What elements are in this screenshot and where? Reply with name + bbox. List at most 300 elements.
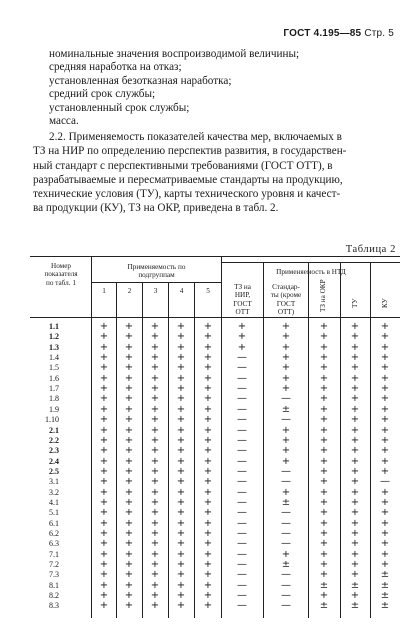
table-cell: + <box>176 372 186 384</box>
table-cell: ± <box>281 403 291 415</box>
table-cell: + <box>176 600 186 612</box>
table-cell: — <box>237 465 247 477</box>
row-label: 8.3 <box>49 601 59 611</box>
table-cell: + <box>176 590 186 602</box>
table-cell: ± <box>319 600 329 612</box>
table-caption: Таблица 2 <box>345 244 396 255</box>
table-cell: + <box>203 486 213 498</box>
table-cell: + <box>176 455 186 467</box>
table-cell: + <box>350 590 360 602</box>
row-label: 1.3 <box>49 342 59 352</box>
table-cell: + <box>380 445 390 457</box>
paragraph-line: ва продукции (КУ), ТЗ на ОКР, приведена в табл. 2. <box>33 202 279 215</box>
table-cell: + <box>203 528 213 539</box>
table-cell: + <box>319 486 329 498</box>
table-cell: — <box>237 424 247 436</box>
table-cell: + <box>99 393 109 405</box>
group-divider-rule <box>92 280 400 281</box>
table-cell: + <box>150 496 160 508</box>
table-cell: + <box>150 569 160 581</box>
ku-header: КУ <box>381 298 389 308</box>
table-cell: — <box>281 517 291 529</box>
table-cell: + <box>350 569 360 581</box>
table-cell: + <box>281 372 291 384</box>
table-cell: + <box>203 393 213 405</box>
table-cell: + <box>380 538 390 550</box>
paragraph-line: разрабатываемые и пересматриваемые стандарты на продукцию, <box>33 173 343 186</box>
table-header-bottom-rule <box>30 317 400 318</box>
table-cell: + <box>281 341 291 353</box>
table-cell: + <box>99 434 109 446</box>
col-divider <box>370 262 371 618</box>
table-cell: + <box>99 486 109 498</box>
table-cell: — <box>237 486 247 498</box>
table-cell: + <box>350 424 360 436</box>
table-cell: + <box>203 476 213 488</box>
subgroup-3: 3 <box>153 287 158 295</box>
table-cell: + <box>176 465 186 477</box>
table-cell: + <box>176 559 186 571</box>
table-cell: + <box>319 434 329 446</box>
table-cell: + <box>319 476 329 488</box>
table-cell: + <box>176 486 186 498</box>
table-cell: + <box>350 414 360 426</box>
table-cell: + <box>150 352 160 364</box>
table-cell: + <box>203 548 213 560</box>
table-cell: + <box>99 559 109 571</box>
table-cell: — <box>237 590 247 602</box>
row-label: 7.2 <box>49 560 59 570</box>
table-cell: + <box>350 321 360 332</box>
table-cell: + <box>203 559 213 571</box>
table-cell: + <box>176 445 186 457</box>
subgroup-1: 1 <box>102 287 106 295</box>
table-cell: + <box>150 465 160 477</box>
table-cell: + <box>281 321 291 332</box>
table-cell: + <box>99 352 109 364</box>
table-top-rule <box>30 256 400 257</box>
group1-header: Применяемость по подгруппам <box>127 263 186 280</box>
table-cell: + <box>380 393 390 405</box>
table-cell: + <box>380 383 390 395</box>
row-label: 1.9 <box>49 404 59 414</box>
table-cell: + <box>203 383 213 395</box>
table-cell: + <box>380 414 390 426</box>
table-cell: + <box>350 362 360 374</box>
table-cell: — <box>281 507 291 519</box>
row-label: 8.1 <box>49 580 59 590</box>
table-cell: + <box>150 579 160 591</box>
table-cell: + <box>203 590 213 602</box>
table-cell: + <box>319 403 329 415</box>
row-label: 1.4 <box>49 353 59 363</box>
table-cell: + <box>124 414 134 426</box>
table-cell: + <box>380 496 390 508</box>
table-cell: + <box>380 465 390 477</box>
table-cell: — <box>237 455 247 467</box>
table-cell: + <box>176 548 186 560</box>
table-cell: + <box>176 362 186 374</box>
table-cell: + <box>124 331 134 343</box>
table-cell: + <box>203 352 213 364</box>
table-cell: + <box>237 341 247 353</box>
table-cell: + <box>176 517 186 529</box>
group-rule <box>221 262 400 263</box>
table-cell: + <box>99 579 109 591</box>
row-label: 7.3 <box>49 570 59 580</box>
col-divider <box>91 256 92 618</box>
row-label: 7.1 <box>49 549 59 559</box>
table-cell: + <box>150 434 160 446</box>
table-cell: + <box>176 476 186 488</box>
table-cell: + <box>150 538 160 550</box>
table-cell: + <box>176 569 186 581</box>
table-cell: + <box>203 507 213 519</box>
table-cell: + <box>380 548 390 560</box>
table-cell: + <box>350 465 360 477</box>
table-cell: + <box>203 403 213 415</box>
table-cell: + <box>380 507 390 519</box>
row-label: 2.5 <box>49 466 59 476</box>
table-cell: + <box>124 600 134 612</box>
list-item: средняя наработка на отказ; <box>49 61 182 74</box>
doc-title: ГОСТ 4.195—85 <box>283 28 362 39</box>
table-cell: + <box>99 424 109 436</box>
table-cell: + <box>350 507 360 519</box>
table-cell: ± <box>350 600 360 612</box>
table-cell: + <box>380 321 390 332</box>
table-cell: + <box>350 486 360 498</box>
subgroup-5: 5 <box>206 287 210 295</box>
table-cell: + <box>150 393 160 405</box>
table-cell: + <box>176 434 186 446</box>
table-cell: ± <box>380 569 390 581</box>
table-cell: + <box>350 393 360 405</box>
col-divider <box>194 282 195 618</box>
table-cell: + <box>99 496 109 508</box>
row-label: 5.1 <box>49 508 59 518</box>
table-cell: + <box>350 548 360 560</box>
table-cell: + <box>124 434 134 446</box>
table-cell: + <box>350 445 360 457</box>
table-cell: + <box>124 372 134 384</box>
table-cell: + <box>281 548 291 560</box>
table-cell: + <box>380 455 390 467</box>
paragraph-line: ный стандарт с перспективными требованиями (ГОСТ ОТТ), в <box>33 159 333 172</box>
table-cell: — <box>237 517 247 529</box>
table-cell: + <box>150 486 160 498</box>
table-cell: + <box>319 383 329 395</box>
table-cell: — <box>237 528 247 539</box>
table-cell: + <box>124 352 134 364</box>
table-cell: — <box>237 352 247 364</box>
table-cell: + <box>99 372 109 384</box>
table-cell: + <box>176 331 186 343</box>
subgroup-2: 2 <box>127 287 132 295</box>
table-cell: + <box>350 496 360 508</box>
table-cell: + <box>203 600 213 612</box>
table-cell: + <box>203 445 213 457</box>
list-item: масса. <box>49 115 79 128</box>
group-rule <box>91 282 221 283</box>
table-cell: + <box>319 362 329 374</box>
page-header <box>283 28 394 39</box>
table-cell: + <box>319 414 329 426</box>
table-cell: + <box>350 455 360 467</box>
subgroup-4: 4 <box>179 287 184 295</box>
table-cell: + <box>319 517 329 529</box>
indicator-list <box>49 48 299 128</box>
table-cell: + <box>176 538 186 550</box>
table-cell: + <box>350 517 360 529</box>
table-cell: + <box>319 445 329 457</box>
row-label: 2.2 <box>49 435 59 445</box>
table-cell: + <box>203 434 213 446</box>
row-label: 6.2 <box>49 529 59 538</box>
table-cell: + <box>203 517 213 529</box>
table-cell: — <box>281 393 291 405</box>
table-cell: + <box>176 528 186 539</box>
table-cell: + <box>319 352 329 364</box>
table-cell: + <box>99 476 109 488</box>
tz-nir-header: ТЗ на НИР, ГОСТ ОТТ <box>233 283 252 317</box>
table-cell: + <box>203 321 213 332</box>
table-cell: + <box>150 424 160 436</box>
table-cell: ± <box>380 579 390 591</box>
table-cell: + <box>150 476 160 488</box>
table-cell: — <box>237 559 247 571</box>
table-cell: + <box>99 548 109 560</box>
table-cell: + <box>203 414 213 426</box>
table-cell: + <box>319 465 329 477</box>
table-cell: + <box>150 321 160 332</box>
table-cell: + <box>99 465 109 477</box>
col0-header: Номер показателя по табл. 1 <box>44 262 78 287</box>
table-cell: + <box>99 569 109 581</box>
col-divider <box>168 282 169 618</box>
table-cell: + <box>124 383 134 395</box>
table-cell: — <box>237 600 247 612</box>
table-cell: + <box>281 424 291 436</box>
table-cell: + <box>124 486 134 498</box>
table-cell: + <box>150 517 160 529</box>
table-cell: + <box>124 362 134 374</box>
table-cell: + <box>319 528 329 539</box>
table-cell: ± <box>281 559 291 571</box>
table-cell: + <box>319 393 329 405</box>
table-cell: + <box>350 476 360 488</box>
table-cell: + <box>380 362 390 374</box>
page-number: Стр. 5 <box>364 28 394 39</box>
table-cell: + <box>124 393 134 405</box>
table-cell: + <box>319 548 329 560</box>
row-label: 3.2 <box>49 487 59 497</box>
table-cell: + <box>150 403 160 415</box>
table-cell: + <box>124 538 134 550</box>
table-cell: + <box>176 496 186 508</box>
table-cell: — <box>281 414 291 426</box>
table-cell: + <box>319 559 329 571</box>
col-divider <box>340 262 341 618</box>
table-cell: + <box>150 528 160 539</box>
table-cell: + <box>150 559 160 571</box>
table-cell: + <box>99 455 109 467</box>
table-cell: + <box>319 496 329 508</box>
table-cell: + <box>380 528 390 539</box>
group2-header: Применяемость в НТД <box>276 268 346 276</box>
table-cell: + <box>203 424 213 436</box>
table-cell: — <box>237 362 247 374</box>
row-label: 2.1 <box>49 425 59 435</box>
row-label: 1.7 <box>49 384 59 394</box>
table-cell: + <box>380 434 390 446</box>
col-divider <box>142 282 143 618</box>
standards-header: Стандар- ты (кроме ГОСТ ОТТ) <box>270 283 302 317</box>
table-cell: + <box>99 528 109 539</box>
table-cell: + <box>150 331 160 343</box>
table-cell: + <box>124 445 134 457</box>
row-label: 4.1 <box>49 497 59 507</box>
table-cell: + <box>380 403 390 415</box>
table-cell: + <box>150 383 160 395</box>
table-cell: + <box>203 372 213 384</box>
row-label: 3.1 <box>49 477 59 487</box>
table-cell: + <box>99 321 109 332</box>
table-cell: — <box>281 538 291 550</box>
table-cell: + <box>319 372 329 384</box>
table-cell: + <box>150 414 160 426</box>
table-cell: + <box>150 590 160 602</box>
table-cell: — <box>281 600 291 612</box>
table-cell: + <box>319 321 329 332</box>
table-cell: + <box>124 548 134 560</box>
table-cell: — <box>281 528 291 539</box>
paragraph-line: технические условия (ТУ), карты технического уровня и качест- <box>33 188 341 201</box>
table-cell: + <box>176 507 186 519</box>
row-label: 2.4 <box>49 456 59 466</box>
table-cell: — <box>237 476 247 488</box>
table-cell: + <box>281 434 291 446</box>
table-cell: + <box>150 445 160 457</box>
table-cell: — <box>237 414 247 426</box>
table-cell: + <box>319 569 329 581</box>
row-label: 1.6 <box>49 373 59 383</box>
table-cell: + <box>124 455 134 467</box>
table-cell: + <box>203 331 213 343</box>
table-cell: ± <box>380 600 390 612</box>
table-cell: + <box>99 383 109 395</box>
row-label: 6.3 <box>49 539 59 549</box>
col-divider <box>308 262 309 618</box>
row-label: 6.1 <box>49 518 59 528</box>
table-cell: + <box>380 486 390 498</box>
table-cell: ± <box>281 496 291 508</box>
table-cell: + <box>150 548 160 560</box>
table-cell: + <box>319 331 329 343</box>
table-cell: + <box>150 600 160 612</box>
tz-okr-header: ТЗ на ОКР <box>319 279 327 312</box>
table-cell: + <box>124 465 134 477</box>
table-cell: — <box>237 548 247 560</box>
table-cell: — <box>237 496 247 508</box>
table-cell: — <box>281 590 291 602</box>
table-cell: ± <box>350 579 360 591</box>
tu-header: ТУ <box>351 298 359 308</box>
table-cell: + <box>176 424 186 436</box>
row-label: 8.2 <box>49 591 59 601</box>
list-item: установленная безотказная наработка; <box>49 74 232 87</box>
table-cell: + <box>99 538 109 550</box>
table-cell: + <box>281 455 291 467</box>
table-cell: + <box>281 362 291 374</box>
table-cell: + <box>150 455 160 467</box>
paragraph-2-2 <box>33 130 398 216</box>
table-cell: + <box>281 486 291 498</box>
table-cell: + <box>150 372 160 384</box>
table-cell: + <box>319 424 329 436</box>
table-cell: + <box>176 393 186 405</box>
table-cell: + <box>99 517 109 529</box>
table-cell: + <box>124 528 134 539</box>
table-cell: + <box>380 331 390 343</box>
table-cell: + <box>99 331 109 343</box>
table-cell: ± <box>319 579 329 591</box>
table-cell: — <box>237 579 247 591</box>
table-cell: + <box>350 528 360 539</box>
table-cell: + <box>99 362 109 374</box>
table-cell: + <box>124 507 134 519</box>
table-cell: + <box>124 569 134 581</box>
table-cell: + <box>319 455 329 467</box>
table-cell: + <box>350 372 360 384</box>
table-cell: + <box>124 476 134 488</box>
table-cell: + <box>203 341 213 353</box>
table-cell: — <box>237 372 247 384</box>
table-cell: + <box>380 559 390 571</box>
table-cell: + <box>99 600 109 612</box>
table-cell: — <box>237 569 247 581</box>
table-cell: — <box>281 465 291 477</box>
table-cell: + <box>203 538 213 550</box>
table-cell: + <box>176 341 186 353</box>
table-cell: + <box>350 331 360 343</box>
table-cell: + <box>99 445 109 457</box>
list-item: средний срок службы; <box>49 88 156 101</box>
table-cell: — <box>237 434 247 446</box>
table-cell: + <box>380 517 390 529</box>
list-item: установленный срок службы; <box>49 101 190 114</box>
table-cell: + <box>281 331 291 343</box>
table-cell: + <box>124 496 134 508</box>
table-cell: + <box>203 362 213 374</box>
table-cell: + <box>319 341 329 353</box>
table-cell: + <box>176 579 186 591</box>
table-cell: + <box>203 465 213 477</box>
table-cell: + <box>281 352 291 364</box>
table-cell: + <box>203 569 213 581</box>
table-cell: + <box>124 517 134 529</box>
table-cell: + <box>150 341 160 353</box>
table-cell: + <box>350 341 360 353</box>
table-cell: + <box>380 372 390 384</box>
table-cell: + <box>176 383 186 395</box>
table-cell: + <box>99 403 109 415</box>
table-cell: + <box>176 352 186 364</box>
table-cell: + <box>319 590 329 602</box>
row-label: 1.5 <box>49 363 59 373</box>
table-cell: + <box>281 445 291 457</box>
table-cell: — <box>237 507 247 519</box>
